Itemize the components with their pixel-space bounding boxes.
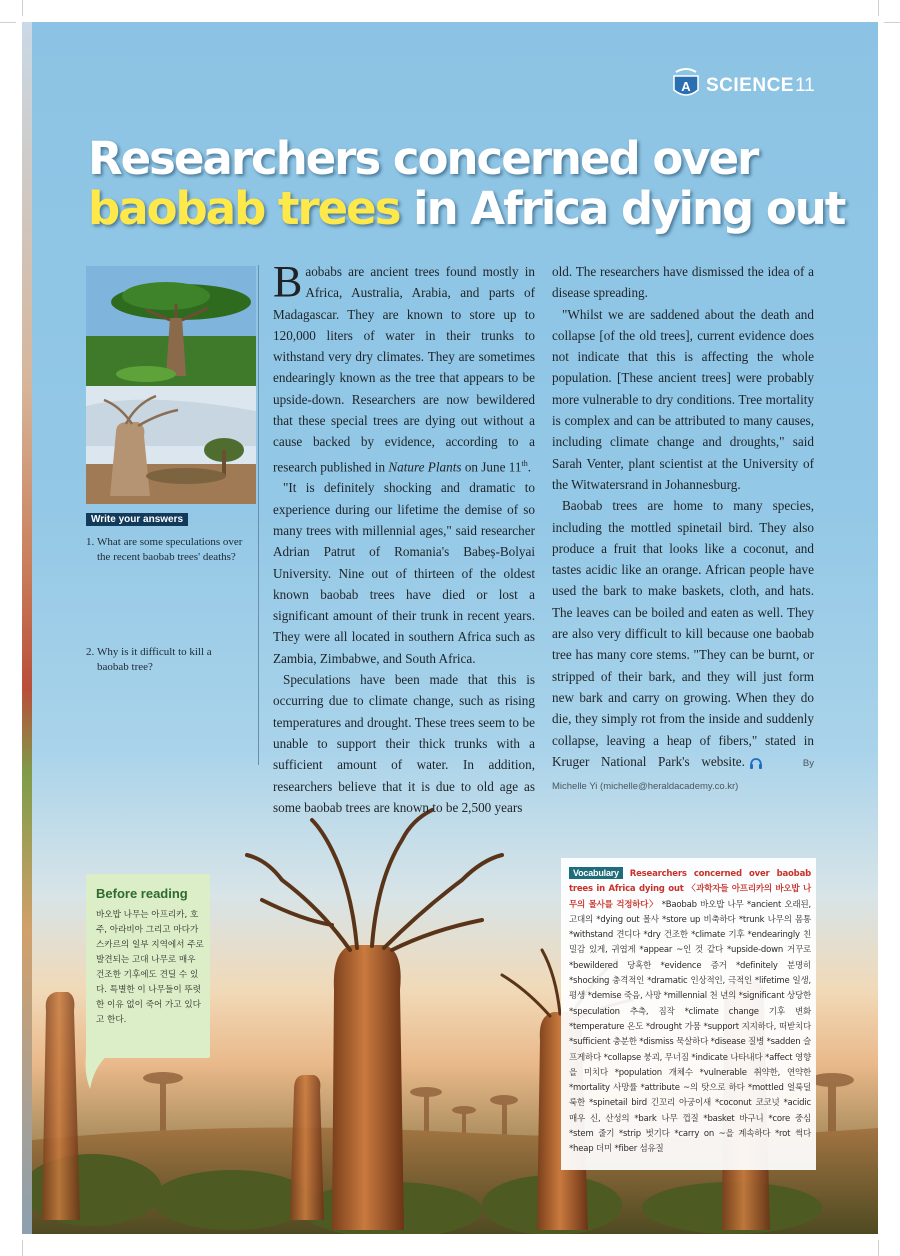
journal-name: Nature Plants (388, 459, 462, 475)
title-line-1: Researchers concerned over (88, 132, 758, 185)
byline: By Michelle Yi (michelle@heraldacademy.co.kr) (552, 757, 814, 793)
vocabulary-label: Vocabulary (569, 867, 623, 879)
crop-mark (878, 0, 879, 16)
vocabulary-entries: *Baobab 바오밥 나무 *ancient 오래된, 고대의 *dying out 몰사 *store up 비축하다 *trunk 나무의 몸통 *withstand 견디다 *dry 건조한 *climate 기후 *endearingly 친밀감 있게, 귀엽게 *appear ~인 것 같다 *upside-down 거꾸로 *bewildered 당혹한 *evidence 증거 *definitely 분명히 *shocking 충격적인 *dramatic 인상적인, 극적인 *lifetime 일생, 평생 *demise 죽음, 사망 *millennial 천 년의 *significant 상당한 *speculation 추측, 짐작 *climate change 기후 변화 *temperature 온도 *drought 가뭄 *support 지지하다, 떠받치다 *sufficient 충분한 *dismiss 묵살하다 *disease 질병 *sadden 슬프게하다 *collapse 붕괴, 무너짐 *indicate 나타내다 *affect 영향을 미치다 *population 개체수 *vulnerable 취약한, 연약한 *mortality 사망률 *attribute ~의 탓으로 하다 *mottled 얼룩덜룩한 *spinetail bird 긴꼬리 아궁이새 *coconut 코코넛 *acidic 매우 신, 산성의 *bark 나무 껍질 *basket 바구니 *core 중심 *stem 줄기 *strip 벗기다 *carry on ~을 계속하다 *rot 썩다 *heap 더미 *fiber 섬유질 (569, 899, 812, 1155)
paragraph-3-continued: old. The researchers have dismissed the idea of a disease spreading. (552, 264, 814, 301)
advanced-badge-icon (668, 64, 704, 100)
paragraph-1-text: aobabs are ancient trees found mostly in Africa, Australia, Arabia, and parts of Madagascar. They are known to store up to 120,000 liters of water in their trunks to withstand very dry climates. They are sometimes endearingly known as the tree that appears to be upside-down. Researchers are now bewildered that these special trees are dying out without a cause backed by evidence, according to a research published in (273, 264, 535, 475)
crop-mark (0, 22, 16, 23)
section-label: SCIENCE (706, 75, 794, 96)
article-title (88, 134, 848, 234)
paragraph-1-end: . (527, 459, 531, 475)
question-number: 1. (86, 536, 95, 548)
question-2 (86, 645, 246, 675)
crop-mark (884, 22, 900, 23)
paragraph-2: "It is definitely shocking and dramatic to experience during our lifetime the demise of so many trees with millennial ages," said researcher Adrian Patrut of Romania's Babeș-Bolyai University. Nine out of thirteen of the oldest known baobab trees have died or lost a significant amount of their trunk in recent years. They were all located in southern Africa such as Zambia, Zimbabwe, and South Africa. (273, 480, 535, 666)
question-text: Why is it difficult to kill a baobab tree? (97, 646, 212, 673)
dropcap: B (273, 257, 303, 306)
publication-date: on June 11 (461, 459, 522, 475)
date-suffix: th (521, 458, 528, 468)
speech-bubble-tail (84, 1055, 110, 1091)
before-reading-title: Before reading (96, 886, 188, 901)
title-line-2: in Africa dying out (399, 182, 845, 235)
badge-letter: A (681, 79, 691, 94)
vocabulary-heading: Researchers concerned over baobab trees in Africa dying out 〈과학자들 아프리카의 바오밥 나무의 몰사를 걱정하다〉 (569, 869, 811, 910)
paragraph-4: "Whilst we are saddened about the death and collapse [of the old trees], current evidence does not indicate that this is affecting the whole population. [These ancient trees] were probably more vulnerable to dry conditions. Tree mortality is complex and can be attributed to many causes, including climate change and droughts," said Sarah Venter, plant scientist at the University of the Witwatersrand in Johannesburg. (552, 306, 814, 492)
baobab-photo-green (86, 266, 256, 386)
write-answers-label: Write your answers (86, 513, 188, 526)
crop-mark (878, 1240, 879, 1256)
adjacent-page-strip (22, 22, 32, 1234)
title-highlight: baobab trees (88, 182, 400, 235)
paragraph-3: Speculations have been made that this is occurring due to climate change, such as rising temperatures and drought. These trees seem to be unable to support their thick trunks with a sufficient amount of water. In addition, researchers believe that it is due to old age as some baobab trees are known to be 2,500 years (273, 672, 535, 815)
question-text: What are some speculations over the recent baobab trees' deaths? (97, 536, 243, 563)
question-1 (86, 535, 246, 565)
article-column-2 (552, 261, 814, 797)
article-column-1 (273, 257, 535, 818)
paragraph-5-text: Baobab trees are home to many species, including the mottled spinetail bird. They also produce a fruit that looks like a coconut, and tastes acidic like an orange. African people have used the bark to make baskets, cloth, and hats. The leaves can be boiled and eaten as well. They are also very difficult to kill because one baobab tree has many core stems. "They can be burnt, or stripped of their bark, and they will just form new bark and carry on growing. When they do die, they simply rot from the inside and suddenly collapse, leaving a heap of fibers," stated in Kruger National Park's website. (552, 498, 814, 769)
baobab-photo-savanna (86, 386, 256, 504)
sidebar-divider (258, 265, 259, 765)
vocabulary-content (569, 866, 811, 1158)
crop-mark (22, 1240, 23, 1256)
headphones-icon[interactable] (749, 757, 763, 769)
before-reading-text: 바오밥 나무는 아프리카, 호주, 아라비아 그리고 마다가스카르의 일부 지역에서 주로 발견되는 고대 나무로 매우 건조한 기후에도 견딜 수 있다. 특별한 이 나무들이 뚜렷한 이유 없이 죽어 가고 있다고 한다. (96, 910, 204, 1025)
paragraph-5 (552, 495, 814, 797)
paragraph-1 (273, 257, 535, 477)
question-number: 2. (86, 646, 95, 658)
crop-mark (22, 0, 23, 16)
page-number: 11 (795, 75, 815, 96)
